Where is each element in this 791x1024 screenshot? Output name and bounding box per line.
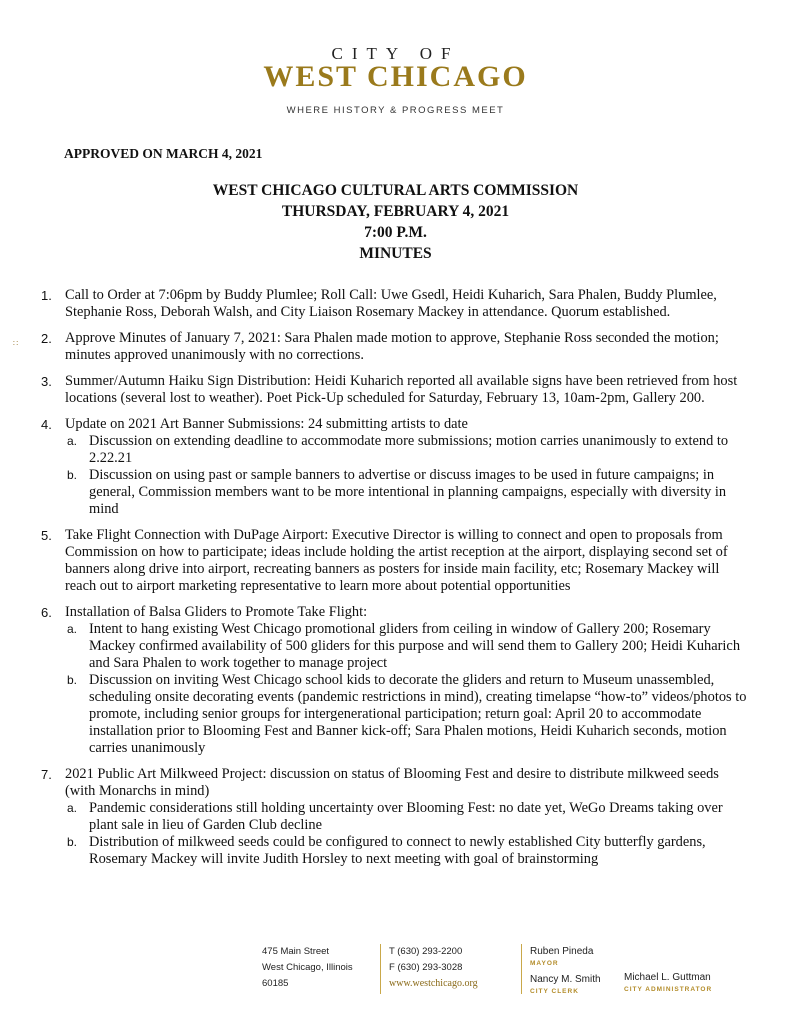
sub-item-letter: b.: [67, 673, 78, 687]
sub-item-text: Distribution of milkweed seeds could be configured to connect to newly established City butterfly gardens, Rosemary Mackey will invite Judith Horsley to next meeting with goal of brainstorming: [89, 834, 706, 867]
footer-website-link[interactable]: www.westchicago.org: [389, 978, 478, 989]
sub-item-text: Discussion on using past or sample banners to advertise or discuss images to be used in future campaigns; in general, Commission members want to be more intentional in planning campaigns, especially with diversity in mind: [89, 467, 727, 517]
item-number: 5.: [41, 528, 52, 543]
sub-list: [65, 433, 751, 518]
address-zip: 60185: [262, 978, 289, 989]
official-mayor: [530, 944, 601, 968]
sub-item: [65, 800, 751, 834]
item-text: Installation of Balsa Gliders to Promote Take Flight:: [65, 604, 368, 620]
sub-item: [65, 621, 751, 672]
sub-list: [65, 800, 751, 868]
sub-item: [65, 433, 751, 467]
minutes-item: [0, 416, 791, 518]
footer-officials: [521, 944, 601, 994]
official-role: CITY ADMINISTRATOR: [624, 986, 713, 993]
sub-item: [65, 672, 751, 757]
minutes-item: [0, 604, 791, 757]
sub-item-text: Discussion on inviting West Chicago school kids to decorate the gliders and return to Museum unassembled, scheduling onsite decorating events (pandemic restrictions in mind), creating timelapse “how-to” videos/photos to promote, including senior groups for intergenerational participation; return goal: April 20 to accommodate installation prior to Blooming Fest and Banner kick-off; Sara Phalen motions, Heidi Kuharich seconds, motion carries unanimously: [89, 672, 747, 756]
footer-fax: F (630) 293-3028: [389, 962, 463, 973]
heading-minutes: MINUTES: [359, 245, 432, 262]
sub-item: [65, 834, 751, 868]
official-name: Ruben Pineda: [530, 946, 594, 957]
address-city: West Chicago, Illinois: [262, 962, 353, 973]
footer-contact: [380, 944, 478, 994]
official-clerk: [530, 972, 601, 996]
minutes-item: [0, 373, 791, 407]
item-text: Take Flight Connection with DuPage Airport: Executive Director is willing to connect and open to proposals from Commission on how to participate; ideas include holding the artist reception at the airport, displaying second set of banners along drive into airport, recreating banners as posters for inside main facility, etc; Rosemary Mackey will reach out to airport marketing representative to learn more about potential opportunities: [65, 527, 728, 594]
item-number: 7.: [41, 767, 52, 782]
official-name: Nancy M. Smith: [530, 974, 601, 985]
footer-address: [262, 944, 353, 992]
sub-item-letter: a.: [67, 801, 78, 815]
letterhead-footer: [0, 944, 791, 1004]
item-text: Call to Order at 7:06pm by Buddy Plumlee; Roll Call: Uwe Gsedl, Heidi Kuharich, Sara Phalen, Buddy Plumlee, Stephanie Ross, Deborah Walsh, and City Liaison Rosemary Mackey in attendance. Quorum established.: [65, 287, 717, 320]
item-text: Summer/Autumn Haiku Sign Distribution: Heidi Kuharich reported all available signs have been retrieved from host locations (several lost to weather). Poet Pick-Up scheduled for Saturday, February 13, 10am-2pm, Gallery 200.: [65, 373, 738, 406]
sub-item-letter: b.: [67, 835, 78, 849]
heading-commission: WEST CHICAGO CULTURAL ARTS COMMISSION: [212, 182, 579, 199]
margin-mark: ∷: [13, 339, 19, 348]
official-role: MAYOR: [530, 960, 559, 967]
minutes-item: [0, 766, 791, 868]
sub-item-letter: b.: [67, 468, 78, 482]
minutes-item: [0, 330, 791, 364]
item-number: 3.: [41, 374, 52, 389]
sub-item-text: Intent to hang existing West Chicago promotional gliders from ceiling in window of Gallery 200; Rosemary Mackey confirmed availability of 500 gliders for this purpose and will send them to Gallery 200; Heidi Kuharich and Sara Phalen to work together to manage project: [89, 621, 741, 671]
document-heading: [0, 180, 791, 264]
official-name: Michael L. Guttman: [624, 972, 711, 983]
heading-time: 7:00 P.M.: [364, 224, 427, 241]
minutes-item: [0, 527, 791, 595]
item-number: 4.: [41, 417, 52, 432]
sub-item-text: Pandemic considerations still holding uncertainty over Blooming Fest: no date yet, WeGo Dreams taking over plant sale in lieu of Garden Club decline: [89, 800, 723, 833]
official-administrator: [624, 970, 712, 994]
sub-item-text: Discussion on extending deadline to accommodate more submissions; motion carries unanimously to extend to 2.22.21: [89, 433, 729, 466]
item-number: 6.: [41, 605, 52, 620]
official-role: CITY CLERK: [530, 988, 579, 995]
letterhead-city-name: WEST CHICAGO: [263, 60, 528, 93]
address-street: 475 Main Street: [262, 946, 330, 957]
item-number: 2.: [41, 331, 52, 346]
heading-date: THURSDAY, FEBRUARY 4, 2021: [281, 203, 510, 220]
minutes-item: [0, 287, 791, 321]
minutes-list: [0, 287, 791, 877]
item-text: Update on 2021 Art Banner Submissions: 24 submitting artists to date: [65, 416, 468, 432]
sub-item-letter: a.: [67, 434, 78, 448]
item-text: Approve Minutes of January 7, 2021: Sara Phalen made motion to approve, Stephanie Ross seconded the motion; minutes approved unanimously with no corrections.: [65, 330, 719, 363]
sub-list: [65, 621, 751, 757]
item-number: 1.: [41, 288, 52, 303]
approved-date: APPROVED ON MARCH 4, 2021: [64, 146, 263, 161]
item-text: 2021 Public Art Milkweed Project: discussion on status of Blooming Fest and desire to distribute milkweed seeds (with Monarchs in mind): [65, 766, 719, 799]
sub-item-letter: a.: [67, 622, 78, 636]
letterhead-city-of: CITY OF: [331, 44, 460, 63]
letterhead-tagline: WHERE HISTORY & PROGRESS MEET: [286, 105, 505, 116]
sub-item: [65, 467, 751, 518]
footer-phone: T (630) 293-2200: [389, 946, 463, 957]
